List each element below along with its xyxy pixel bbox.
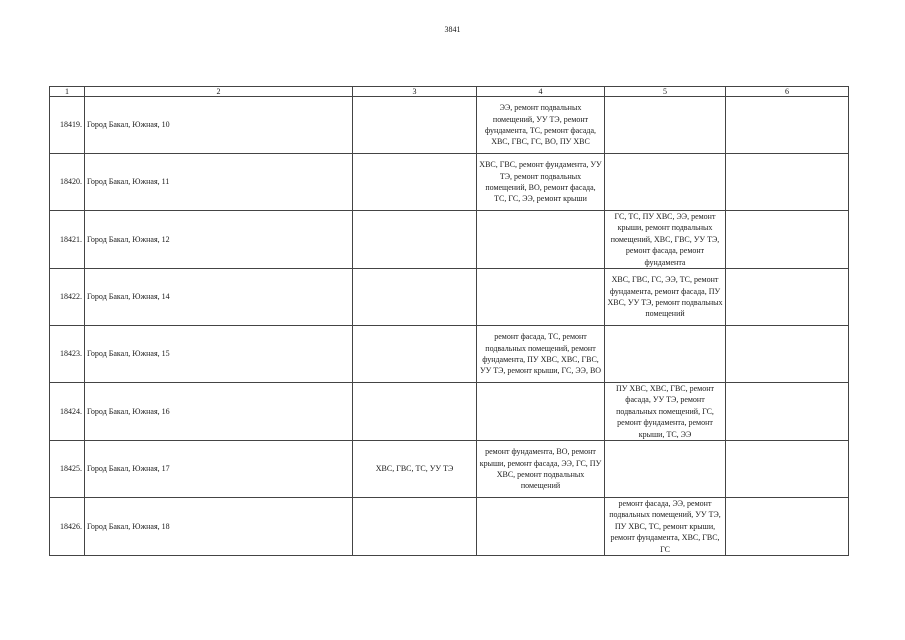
header-row xyxy=(50,87,849,97)
row-col-5 xyxy=(605,326,726,383)
row-number: 18422. xyxy=(50,269,85,326)
row-number: 18419. xyxy=(50,97,85,154)
row-col-4 xyxy=(477,383,605,441)
row-col-3 xyxy=(353,97,477,154)
row-col-6 xyxy=(726,97,849,154)
row-col-6 xyxy=(726,441,849,498)
row-col-5: ПУ ХВС, ХВС, ГВС, ремонт фасада, УУ ТЭ, ремонт подвальных помещений, ГС, ремонт фундамента, ремонт крыши, ТС, ЭЭ xyxy=(605,383,726,441)
row-address: Город Бакал, Южная, 16 xyxy=(85,383,353,441)
row-address: Город Бакал, Южная, 15 xyxy=(85,326,353,383)
row-col-5: ремонт фасада, ЭЭ, ремонт подвальных помещений, УУ ТЭ, ПУ ХВС, ТС, ремонт крыши, ремонт фундамента, ХВС, ГВС, ГС xyxy=(605,498,726,556)
row-address: Город Бакал, Южная, 18 xyxy=(85,498,353,556)
row-col-4: ХВС, ГВС, ремонт фундамента, УУ ТЭ, ремонт подвальных помещений, ВО, ремонт фасада, ТС, ГС, ЭЭ, ремонт крыши xyxy=(477,154,605,211)
row-col-3: ХВС, ГВС, ТС, УУ ТЭ xyxy=(353,441,477,498)
row-col-3 xyxy=(353,154,477,211)
header-col-1: 1 xyxy=(50,87,85,97)
row-col-6 xyxy=(726,154,849,211)
table-row xyxy=(50,326,849,383)
row-number: 18425. xyxy=(50,441,85,498)
row-col-3 xyxy=(353,211,477,269)
row-col-5 xyxy=(605,154,726,211)
row-col-6 xyxy=(726,383,849,441)
row-address: Город Бакал, Южная, 17 xyxy=(85,441,353,498)
row-address: Город Бакал, Южная, 11 xyxy=(85,154,353,211)
header-col-3: 3 xyxy=(353,87,477,97)
row-address: Город Бакал, Южная, 12 xyxy=(85,211,353,269)
row-number: 18423. xyxy=(50,326,85,383)
row-col-4 xyxy=(477,211,605,269)
row-col-6 xyxy=(726,326,849,383)
row-col-4 xyxy=(477,269,605,326)
header-col-6: 6 xyxy=(726,87,849,97)
row-col-5 xyxy=(605,97,726,154)
row-number: 18426. xyxy=(50,498,85,556)
row-address: Город Бакал, Южная, 14 xyxy=(85,269,353,326)
table-row xyxy=(50,154,849,211)
row-col-4: ремонт фасада, ТС, ремонт подвальных помещений, ремонт фундамента, ПУ ХВС, ХВС, ГВС, УУ ТЭ, ремонт крыши, ГС, ЭЭ, ВО xyxy=(477,326,605,383)
page-number: 3841 xyxy=(444,25,461,34)
header-col-4: 4 xyxy=(477,87,605,97)
row-col-3 xyxy=(353,326,477,383)
table-row xyxy=(50,211,849,269)
row-col-5: ХВС, ГВС, ГС, ЭЭ, ТС, ремонт фундамента, ремонт фасада, ПУ ХВС, УУ ТЭ, ремонт подвальных помещений xyxy=(605,269,726,326)
row-col-4 xyxy=(477,498,605,556)
table-row xyxy=(50,498,849,556)
row-col-6 xyxy=(726,269,849,326)
table-row xyxy=(50,383,849,441)
row-col-6 xyxy=(726,498,849,556)
header-col-5: 5 xyxy=(605,87,726,97)
row-number: 18420. xyxy=(50,154,85,211)
row-col-3 xyxy=(353,498,477,556)
table-row xyxy=(50,97,849,154)
row-address: Город Бакал, Южная, 10 xyxy=(85,97,353,154)
table-row xyxy=(50,269,849,326)
table-row xyxy=(50,441,849,498)
row-col-4: ремонт фундамента, ВО, ремонт крыши, ремонт фасада, ЭЭ, ГС, ПУ ХВС, ремонт подвальных помещений xyxy=(477,441,605,498)
row-number: 18421. xyxy=(50,211,85,269)
row-col-4: ЭЭ, ремонт подвальных помещений, УУ ТЭ, ремонт фундамента, ТС, ремонт фасада, ХВС, ГВС, ГС, ВО, ПУ ХВС xyxy=(477,97,605,154)
row-col-3 xyxy=(353,383,477,441)
row-col-3 xyxy=(353,269,477,326)
row-col-5: ГС, ТС, ПУ ХВС, ЭЭ, ремонт крыши, ремонт подвальных помещений, ХВС, ГВС, УУ ТЭ, ремонт фасада, ремонт фундамента xyxy=(605,211,726,269)
row-col-5 xyxy=(605,441,726,498)
registry-table xyxy=(49,86,849,556)
row-col-6 xyxy=(726,211,849,269)
header-col-2: 2 xyxy=(85,87,353,97)
row-number: 18424. xyxy=(50,383,85,441)
